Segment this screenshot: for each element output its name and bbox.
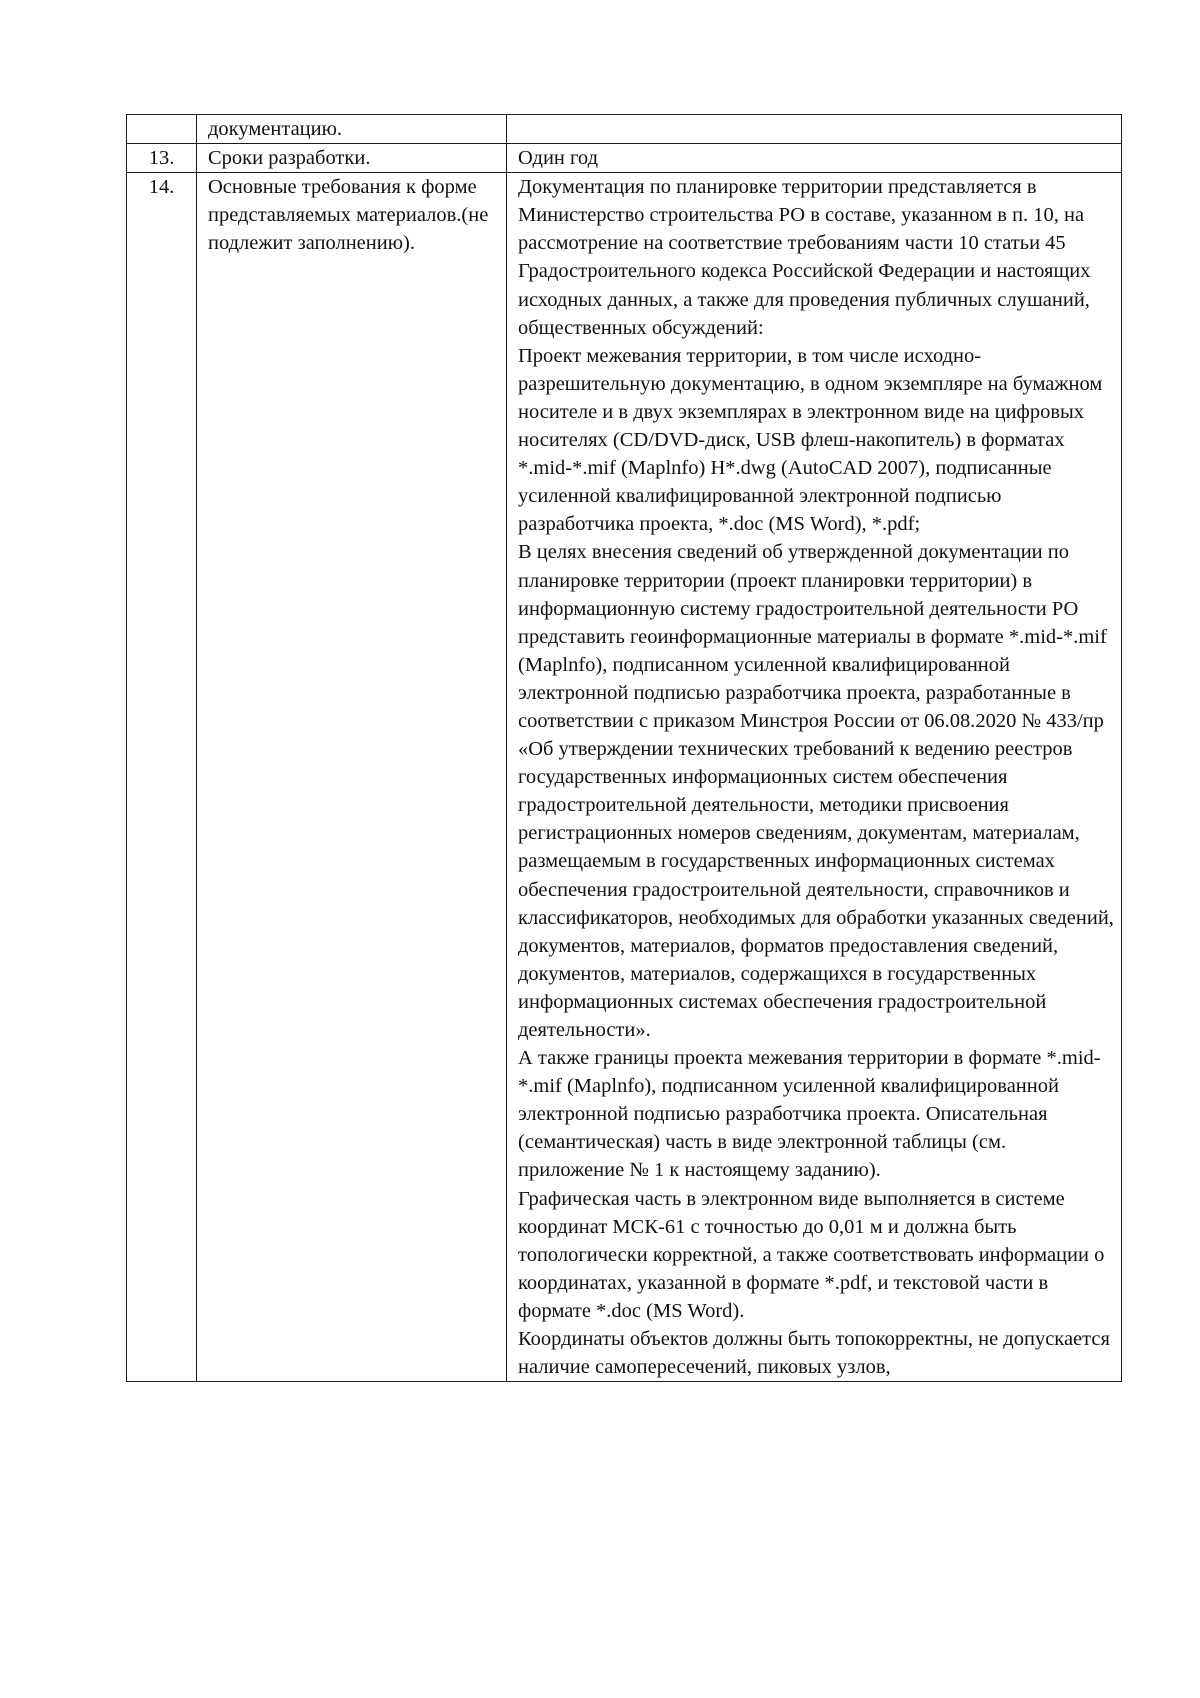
table-row-continuation — [127, 115, 1122, 144]
row-label-cell: Основные требования к форме представляемых материалов.(не подлежит заполнению). — [197, 173, 507, 1382]
value-paragraph: Один год — [518, 147, 599, 170]
row-value-cell — [507, 144, 1122, 173]
row-number-cell — [127, 115, 197, 144]
row-label-cell: Сроки разработки. — [197, 144, 507, 173]
row-number-cell: 14. — [127, 173, 197, 1382]
row-value-cell — [507, 173, 1122, 1382]
value-paragraph: Графическая часть в электронном виде выполняется в системе координат МСК-61 с точностью до 0,01 м и должна быть топологически корректной, а также соответствовать информации о координатах, указанной в формате *.pdf, и текстовой части в формате *.doc (MS Word). — [518, 1187, 1105, 1322]
value-paragraph: Документация по планировке территории представляется в Министерство строительства РО в составе, указанном в п. 10, на рассмотрение на соответствие требованиям части 10 статьи 45 Градостроительного кодекса Российской Федерации и настоящих исходных данных, а также для проведения публичных слушаний, общественных обсуждений: — [518, 176, 1091, 339]
table-row-13 — [127, 144, 1122, 173]
table-row-14 — [127, 173, 1122, 1382]
row-label-cell: документацию. — [197, 115, 507, 144]
requirements-table — [126, 114, 1122, 1382]
value-paragraph: В целях внесения сведений об утвержденной документации по планировке территории (проект планировки территории) в информационную систему градостроительной деятельности РО представить геоинформационные материалы в формате *.mid-*.mif (Maplnfo), подписанном усиленной квалифицированной электронной подписью разработчика проекта, разработанные в соответствии с приказом Минстроя России от 06.08.2020 № 433/пр «Об утверждении технических требований к ведению реестров государственных информационных систем обеспечения градостроительной деятельности, методики присвоения регистрационных номеров сведениям, документам, материалам, размещаемым в государственных информационных системах обеспечения градостроительной деятельности, справочников и классификаторов, необходимых для обработки указанных сведений, документов, материалов, форматов предоставления сведений, документов, материалов, содержащихся в государственных информационных системах обеспечения градостроительной деятельности». — [518, 541, 1114, 1041]
row-value-cell — [507, 115, 1122, 144]
row-number-cell: 13. — [127, 144, 197, 173]
value-paragraph: Проект межевания территории, в том числе исходно-разрешительную документацию, в одном экземпляре на бумажном носителе и в двух экземплярах в электронном виде на цифровых носителях (CD/DVD-диск, USB флеш-накопитель) в форматах *.mid-*.mif (Maplnfo) H*.dwg (AutoCAD 2007), подписанные усиленной квалифицированной электронной подписью разработчика проекта, *.doc (MS Word), *.pdf; — [518, 344, 1103, 536]
value-paragraph: А также границы проекта межевания территории в формате *.mid-*.mif (Maplnfo), подписанном усиленной квалифицированной электронной подписью разработчика проекта. Описательная (семантическая) часть в виде электронной таблицы (см. приложение № 1 к настоящему заданию). — [518, 1047, 1101, 1182]
value-paragraph: Координаты объектов должны быть топокорректны, не допускается наличие самопересечений, пиковых узлов, — [518, 1328, 1110, 1379]
